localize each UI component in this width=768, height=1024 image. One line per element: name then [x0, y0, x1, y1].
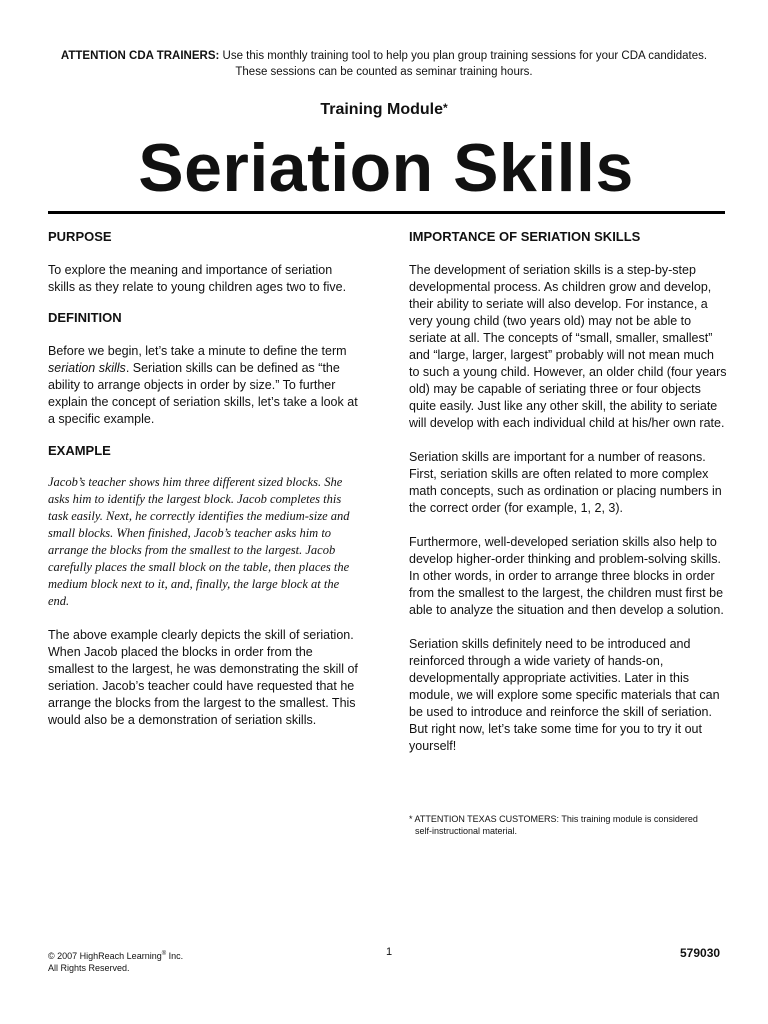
page-title: Seriation Skills	[138, 130, 634, 206]
definition-heading: DEFINITION	[48, 310, 122, 325]
copyright	[48, 948, 183, 974]
summary-text: The above example clearly depicts the skill of seriation. When Jacob placed the blocks in order from the smallest to the largest, he was demonstrating the skill of seriation. Jacob’s teacher could have requested that he arrange the blocks from the largest to the smallest. This would also be a demonstration of seriation skills.	[48, 628, 358, 727]
importance-paragraph-2: Seriation skills are important for a number of reasons. First, seriation skills are often related to more complex math concepts, such as ordination or placing numbers in the correct order (for example, 1, 2, 3).	[409, 450, 722, 515]
footnote	[409, 813, 727, 837]
importance-paragraph-3: Furthermore, well-developed seriation skills also help to develop higher-order thinking and problem-solving skills. In other words, in order to arrange three blocks in order from the smallest to the largest, the children must first be able to analyze the situation and then develop a solution.	[409, 535, 724, 617]
attention-text: Use this monthly training tool to help you plan group training sessions for your CDA candidates. These sessions can be counted as seminar training hours.	[219, 50, 708, 78]
purpose-heading: PURPOSE	[48, 229, 112, 244]
copyright-suffix: Inc.	[166, 951, 184, 961]
example-text: Jacob’s teacher shows him three different sized blocks. She asks him to identify the largest block. Jacob completes this task easily. Next, he correctly identifies the medium-size and small blocks. When finished, Jacob’s teacher asks him to arrange the blocks from the smallest to the largest. Jacob carefully places the small block on the table, then places the medium block next to it, and, finally, the large block at the end.	[48, 475, 350, 608]
title-divider	[48, 211, 725, 214]
importance-paragraph-1: The development of seriation skills is a step-by-step developmental process. As children grow and develop, their ability to seriate will also develop. For instance, a very young child (two years old) may not be able to seriate at all. The concepts of “small, smaller, smallest” and “large, larger, largest” probably will not mean much to such a young child. However, an older child (four years old) may be capable of seriating three or four objects quite easily. Just like any other skill, the ability to seriate will develop with each individual child at his/her own rate.	[409, 263, 727, 430]
module-label-text: Training Module	[320, 101, 443, 118]
attention-notice	[48, 48, 720, 80]
definition-text-pre: Before we begin, let’s take a minute to define the term	[48, 344, 347, 358]
footnote-line-1: * ATTENTION TEXAS CUSTOMERS: This training module is considered	[409, 814, 698, 824]
example-heading: EXAMPLE	[48, 443, 111, 458]
copyright-text: © 2007 HighReach Learning	[48, 951, 162, 961]
attention-label: ATTENTION CDA TRAINERS:	[60, 50, 220, 62]
importance-heading: IMPORTANCE OF SERIATION SKILLS	[409, 229, 641, 244]
definition-text	[48, 343, 362, 428]
page-number: 1	[386, 946, 393, 958]
footnote-line-2: self-instructional material.	[415, 826, 518, 836]
module-label	[0, 101, 768, 119]
module-asterisk: *	[443, 101, 448, 115]
registered-mark: ®	[161, 951, 167, 957]
importance-paragraph-4: Seriation skills definitely need to be introduced and reinforced through a wide variety of hands-on, developmentally appropriate activities. Later in this module, we will explore some specific materials that can be used to introduce and reinforce the skill of seriation. But right now, let’s take some time for you to try it out yourself!	[409, 637, 720, 753]
left-column	[48, 228, 362, 729]
purpose-text: To explore the meaning and importance of seriation skills as they relate to young children ages two to five.	[48, 263, 347, 294]
rights-reserved: All Rights Reserved.	[48, 963, 130, 973]
document-code: 579030	[680, 946, 721, 960]
right-column	[409, 228, 727, 755]
definition-text-post: . Seriation skills can be defined as “the ability to arrange objects in order by size.” To further explain the concept of seriation skills, let’s take a look at a specific example.	[48, 361, 358, 426]
definition-term: seriation skills	[48, 361, 126, 375]
